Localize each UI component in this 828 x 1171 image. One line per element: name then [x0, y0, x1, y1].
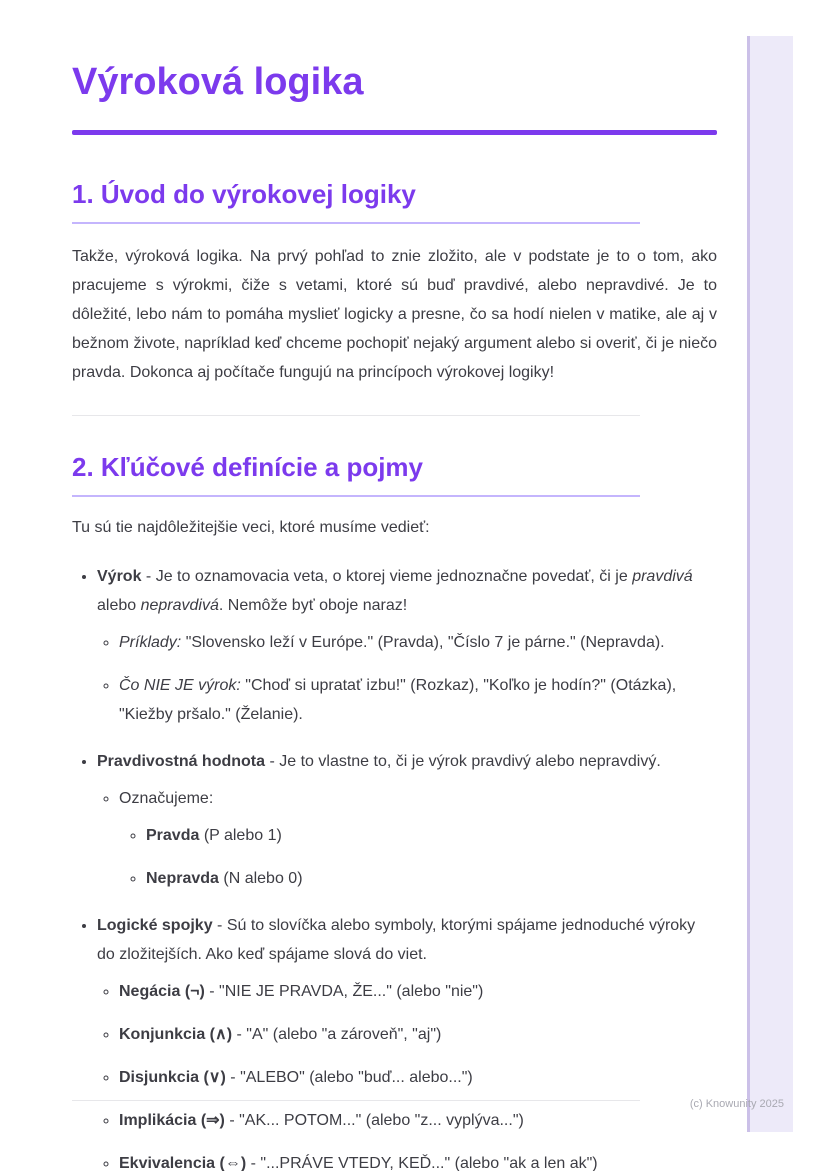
text-run: alebo	[97, 597, 141, 614]
section-divider	[72, 415, 640, 416]
text-run: Príklady:	[119, 634, 182, 651]
section-intro	[72, 179, 717, 387]
text-run: Pravda	[146, 827, 200, 844]
definitions-list	[72, 562, 717, 1171]
text-run: Disjunkcia (∨)	[119, 1069, 226, 1086]
list-item	[119, 784, 717, 893]
title-divider	[72, 130, 717, 135]
page-title: Výroková logika	[72, 61, 364, 103]
list-item	[146, 864, 717, 893]
section-heading-underline	[72, 222, 640, 224]
text-run: - Je to vlastne to, či je výrok pravdivý alebo nepravdivý.	[265, 753, 661, 770]
text-run: pravdivá	[632, 568, 693, 585]
text-run: Logické spojky	[97, 917, 213, 934]
list-item	[97, 562, 717, 729]
page-edge-decoration	[747, 36, 793, 1132]
section-heading-2: 2. Kľúčové definície a pojmy	[72, 452, 424, 482]
intro-paragraph: Takže, výroková logika. Na prvý pohľad to znie zložito, ale v podstate je to o tom, ako pracujeme s výrokmi, čiže s vetami, ktoré sú buď pravdivé, alebo nepravdivé. Je to dôležité, lebo nám to pomáha myslieť logicky a presne, čo sa hodí nielen v matike, ale aj v bežnom živote, napríklad keď chceme pochopiť nejaký argument alebo si overiť, či je niečo pravda. Dokonca aj počítače fungujú na princípoch výrokovej logiky!	[72, 248, 717, 381]
list-level-1	[72, 562, 717, 1171]
list-item	[119, 977, 717, 1006]
text-run: Nepravda	[146, 870, 219, 887]
text-run: - "...PRÁVE VTEDY, KEĎ..." (alebo "ak a len ak")	[246, 1155, 598, 1171]
list-level-2	[97, 628, 717, 729]
list-level-2	[97, 977, 717, 1171]
text-run: . Nemôže byť oboje naraz!	[218, 597, 408, 614]
text-run: - Sú to slovíčka alebo symboly, ktorými spájame jednoduché výroky do zložitejších. Ako keď spájame slová do viet.	[97, 917, 696, 963]
text-run: (P alebo 1)	[199, 827, 282, 844]
footer-divider	[72, 1100, 640, 1101]
list-item	[97, 911, 717, 1171]
text-run: "Slovensko leží v Európe." (Pravda), "Číslo 7 je párne." (Nepravda).	[181, 634, 665, 651]
text-run: - "NIE JE PRAVDA, ŽE..." (alebo "nie")	[204, 983, 484, 1000]
text-run: - Je to oznamovacia veta, o ktorej vieme jednoznačne povedať, či je	[141, 568, 633, 585]
text-run: Výrok	[97, 568, 142, 585]
section-definitions	[72, 452, 717, 1171]
text-run: Implikácia (⇒)	[119, 1112, 225, 1129]
text-run: "Choď si upratať izbu!" (Rozkaz), "Koľko je hodín?" (Otázka), "Kiežby pršalo." (Želanie).	[119, 677, 677, 723]
text-run: Pravdivostná hodnota	[97, 753, 266, 770]
text-run: Čo NIE JE výrok:	[119, 677, 241, 694]
list-level-3	[119, 821, 717, 893]
list-item	[119, 1149, 717, 1171]
text-run: - "A" (alebo "a zároveň", "aj")	[232, 1026, 442, 1043]
section-heading-1: 1. Úvod do výrokovej logiky	[72, 179, 416, 209]
text-run: Ekvivalencia (⇔)	[119, 1155, 247, 1171]
copyright-note: (c) Knowunity 2025	[689, 1098, 784, 1110]
text-run: nepravdivá	[140, 597, 219, 614]
text-run: - "ALEBO" (alebo "buď... alebo...")	[225, 1069, 473, 1086]
list-item	[146, 821, 717, 850]
definitions-intro: Tu sú tie najdôležitejšie veci, ktoré musíme vedieť:	[72, 519, 430, 536]
list-item	[119, 1063, 717, 1092]
text-run: - "AK... POTOM..." (alebo "z... vyplýva...")	[224, 1112, 524, 1129]
list-level-2	[97, 784, 717, 893]
text-run: Označujeme:	[119, 790, 214, 807]
list-item	[119, 628, 717, 657]
list-item	[119, 1106, 717, 1135]
document-content	[72, 0, 717, 1171]
section-heading-underline	[72, 495, 640, 497]
text-run: (N alebo 0)	[218, 870, 303, 887]
text-run: Konjunkcia (∧)	[119, 1026, 233, 1043]
list-item	[119, 1020, 717, 1049]
list-item	[97, 747, 717, 893]
list-item	[119, 671, 717, 729]
text-run: Negácia (¬)	[119, 983, 205, 1000]
